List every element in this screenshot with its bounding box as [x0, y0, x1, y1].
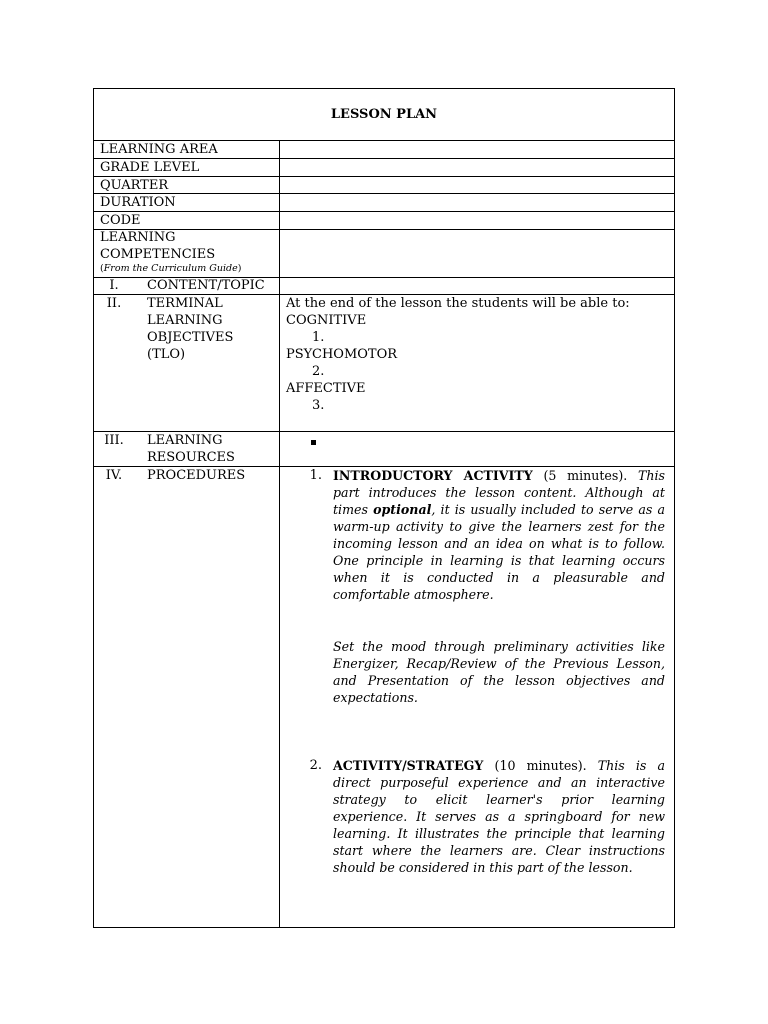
procedure-introductory-note: Set the mood through preliminary activities like Energizer, Recap/Review of the Previous Lesson, and Presentation of the lesson objectives and expectations. — [333, 639, 665, 705]
row-code: CODE — [100, 213, 141, 228]
procedure-activity-strategy: ACTIVITY/STRATEGY (10 minutes). This is a direct purposeful experience and an interactive strategy to elicit learner's prior learning experience. It serves as a springboard for new learning. It illustrates the principle that learning start where the learners are. Clear instructions should be considered in this part of the lesson. — [333, 758, 665, 875]
resources-bullet — [311, 434, 316, 451]
lesson-plan-table — [93, 88, 675, 928]
page-title: LESSON PLAN — [94, 89, 674, 141]
tlo-psychomotor: PSYCHOMOTOR — [286, 347, 398, 362]
tlo-item-3: 3. — [312, 398, 325, 413]
curriculum-guide-note: (From the Curriculum Guide) — [100, 263, 242, 274]
tlo-cognitive: COGNITIVE — [286, 313, 367, 328]
row-duration: DURATION — [100, 195, 176, 210]
procedure-number-1: 1. — [309, 468, 322, 483]
row-learning-competencies — [100, 229, 278, 274]
competencies-label-1: LEARNING — [100, 230, 176, 245]
procedure-introductory-activity: INTRODUCTORY ACTIVITY (5 minutes). This part introduces the lesson content. Although at times optional, it is usually included to serve as a warm-up activity to give the learners zest for the incoming lesson and an idea on what is to follow. One principle in learning is that learning occurs when it is conducted in a pleasurable and comfortable atmosphere. — [333, 468, 665, 602]
tlo-item-1: 1. — [312, 330, 325, 345]
row-learning-area: LEARNING AREA — [100, 142, 218, 157]
row-grade-level: GRADE LEVEL — [100, 160, 200, 175]
competencies-label-2: COMPETENCIES — [100, 247, 216, 262]
section-procedures-label: PROCEDURES — [147, 468, 246, 483]
column-divider — [279, 141, 280, 927]
section-tlo-label: TERMINAL LEARNING OBJECTIVES (TLO) — [147, 296, 234, 362]
tlo-content — [286, 295, 670, 414]
row-quarter: QUARTER — [100, 178, 169, 193]
tlo-affective: AFFECTIVE — [286, 381, 366, 396]
tlo-item-2: 2. — [312, 364, 325, 379]
section-number-iii: III. — [104, 433, 124, 448]
section-number-ii: II. — [106, 296, 122, 311]
section-number-iv: IV. — [105, 468, 123, 483]
section-content-topic: CONTENT/TOPIC — [147, 278, 265, 293]
tlo-intro: At the end of the lesson the students will be able to: — [286, 296, 630, 311]
section-resources-label: LEARNING RESOURCES — [147, 433, 235, 465]
section-number-i: I. — [109, 278, 119, 293]
procedure-number-2: 2. — [309, 758, 322, 773]
